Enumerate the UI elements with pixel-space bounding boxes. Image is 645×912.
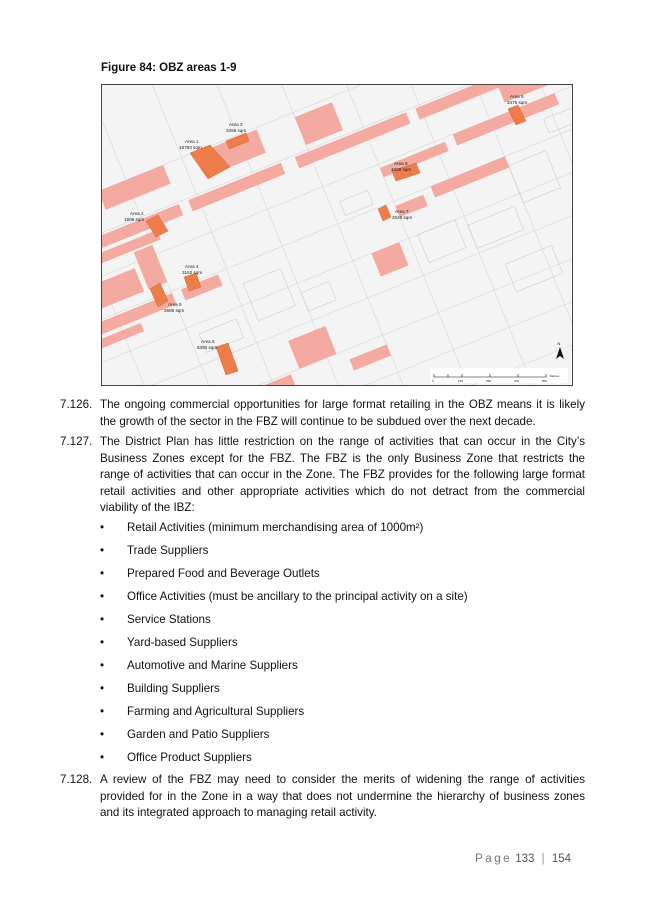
area-6-label: Area 6 — [201, 339, 215, 344]
area-1-label: Area 1 — [185, 139, 199, 144]
area-7-sqm: 2546 sqm — [392, 215, 413, 220]
paragraph-7-127 — [60, 434, 585, 516]
scale-bar — [430, 368, 568, 383]
bullet-icon: • — [100, 521, 105, 534]
paragraph-text: The ongoing commercial opportunities for large format retailing in the OBZ means it is likely the growth of the sector in the FBZ will continue to be subdued over the next decade. — [100, 398, 585, 428]
bullet-icon: • — [100, 567, 105, 580]
list-item-label: Trade Suppliers — [127, 544, 209, 557]
paragraph-text: The District Plan has little restriction on the range of activities that can occur in the City’s Business Zones except for the FBZ. The FBZ is the only Business Zone that restricts the range of activities that can occur in the Zone. The FBZ provides for the following large format retail activities and other appropriate activities which do not detract from the commercial viability of the IBZ: — [100, 435, 585, 514]
paragraph-number: 7.126. — [60, 398, 93, 411]
bullet-icon: • — [100, 728, 105, 741]
paragraph-7-126 — [60, 397, 585, 430]
page-separator: | — [541, 853, 545, 865]
area-1-sqm: 18793 sqm — [179, 145, 202, 150]
scale-tick-0: 0 — [432, 379, 434, 383]
figure-caption: Figure 84: OBZ areas 1-9 — [101, 62, 237, 74]
area-6-sqm: 5390 sqm — [197, 345, 218, 350]
area-5-label: Area 5 — [168, 302, 182, 307]
list-item-label: Garden and Patio Suppliers — [127, 728, 270, 741]
list-item-label: Retail Activities (minimum merchandising area of 1000m²) — [127, 521, 424, 534]
area-3-label: Area 3 — [229, 122, 243, 127]
bullet-icon: • — [100, 590, 105, 603]
obz-areas-map — [101, 84, 573, 386]
list-item-label: Farming and Agricultural Suppliers — [127, 705, 305, 718]
page-total: 154 — [551, 853, 571, 865]
scale-tick-375: 375 — [514, 379, 520, 383]
paragraph-text: A review of the FBZ may need to consider the merits of widening the range of activities provided for in the Zone in a way that does not undermine the hierarchy of business zones and its integrated approach to managing retail activity. — [100, 773, 585, 819]
scale-unit: Metres — [550, 374, 560, 378]
bullet-icon: • — [100, 659, 105, 672]
area-4-sqm: 3162 sqm — [182, 270, 203, 275]
paragraph-7-128 — [60, 772, 585, 822]
list-item-label: Prepared Food and Beverage Outlets — [127, 567, 320, 580]
area-9-sqm: 3475 sqm — [507, 100, 528, 105]
list-item-label: Service Stations — [127, 613, 211, 626]
area-7-label: Area 7 — [395, 209, 409, 214]
scale-tick-250: 250 — [486, 379, 492, 383]
scale-tick-125: 125 — [458, 379, 464, 383]
bullet-icon: • — [100, 751, 105, 764]
page-word: Page — [475, 853, 513, 865]
area-9-label: Area 9 — [510, 94, 524, 99]
paragraph-number: 7.127. — [60, 435, 93, 448]
list-item-label: Office Activities (must be ancillary to the principal activity on a site) — [127, 590, 468, 603]
page-number: 133 — [515, 853, 535, 865]
paragraph-number: 7.128. — [60, 773, 93, 786]
map-canvas — [102, 85, 572, 385]
area-4-label: Area 4 — [185, 264, 199, 269]
page-footer — [475, 853, 571, 865]
list-item-label: Yard-based Suppliers — [127, 636, 238, 649]
scale-tick-500: 500 — [542, 379, 548, 383]
bullet-icon: • — [100, 613, 105, 626]
bullet-icon: • — [100, 636, 105, 649]
bullet-icon: • — [100, 682, 105, 695]
area-8-sqm: 4608 sqm — [391, 167, 412, 172]
svg-text:N: N — [557, 341, 561, 346]
list-item-label: Building Suppliers — [127, 682, 220, 695]
area-2-sqm: 1808 sqm — [124, 217, 145, 222]
list-item-label: Office Product Suppliers — [127, 751, 252, 764]
area-3-sqm: 3256 sqm — [226, 128, 247, 133]
area-8-label: Area 8 — [394, 161, 408, 166]
list-item-label: Automotive and Marine Suppliers — [127, 659, 298, 672]
area-2-label: Area 2 — [130, 211, 144, 216]
bullet-icon: • — [100, 544, 105, 557]
area-5-sqm: 3688 sqm — [164, 308, 185, 313]
bullet-icon: • — [100, 705, 105, 718]
